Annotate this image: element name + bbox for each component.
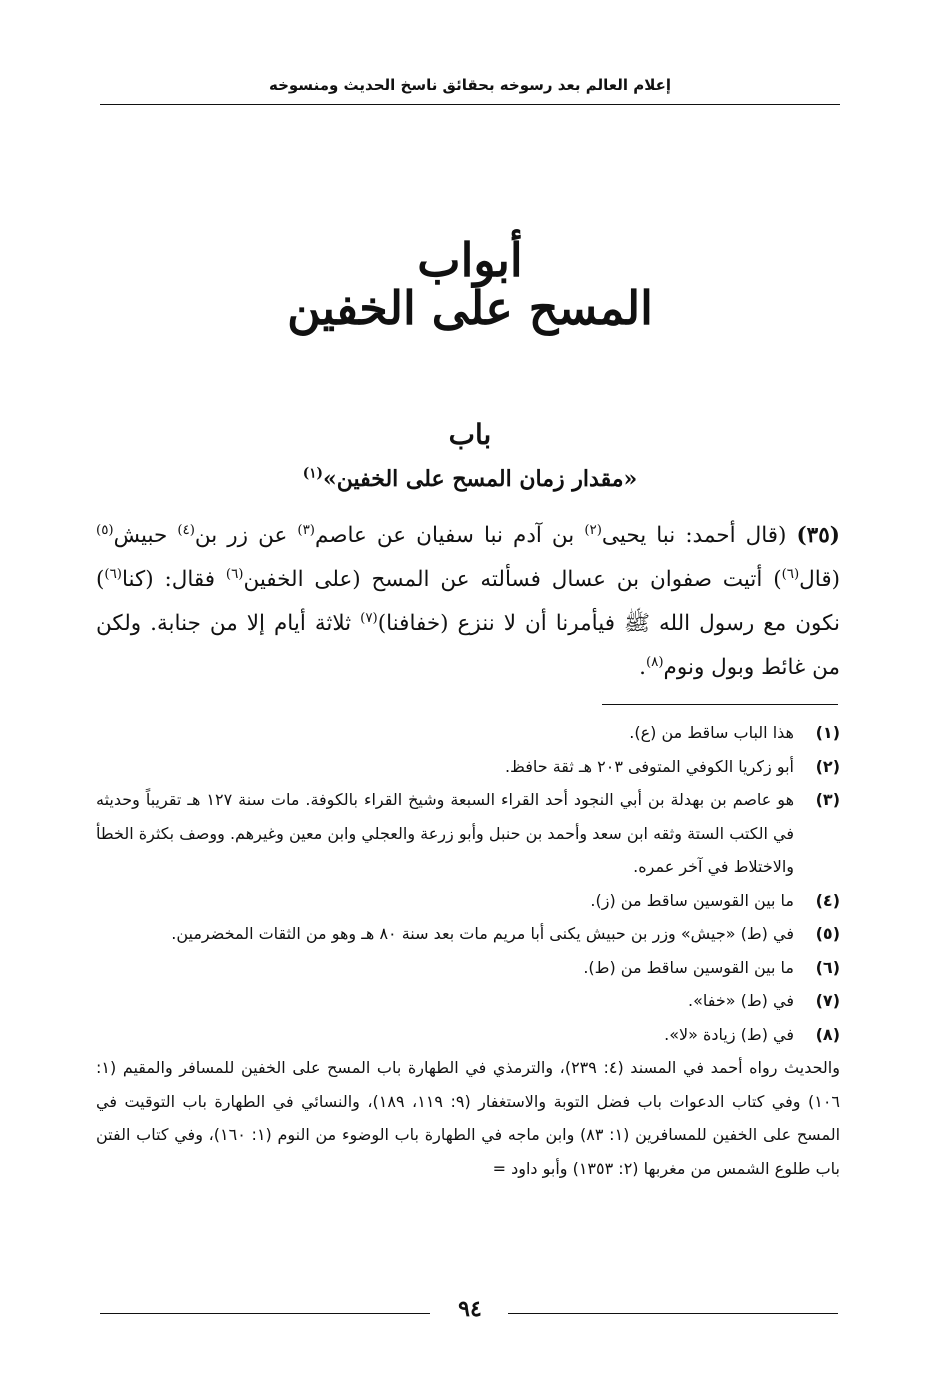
footnote-marker: (٨) — [645, 654, 664, 670]
footnote-text: ما بين القوسين ساقط من (ط). — [583, 957, 794, 977]
footnote-item — [96, 884, 840, 918]
chapter-title — [100, 233, 840, 336]
footnote-item — [96, 750, 840, 784]
footnote-item — [96, 984, 840, 1018]
hadith-segment: ثلاثة أيام إلا من جنابة. ولكن من غائط وبول ونوم — [96, 611, 840, 680]
hadith-segment: (قال — [799, 567, 841, 592]
section-title-text: «مقدار زمان المسح على الخفين» — [322, 466, 638, 492]
footnote-number: (١) — [815, 723, 840, 742]
footnote-marker: (٦) — [781, 566, 800, 582]
footnote-item — [96, 716, 840, 750]
footnote-marker: (٦) — [225, 566, 244, 582]
footnote-item — [96, 783, 840, 884]
hadith-segment: فقال: (كنا — [121, 567, 226, 592]
footnote-text: ما بين القوسين ساقط من (ز). — [590, 890, 794, 910]
chapter-title-line-2: المسح على الخفين — [287, 281, 653, 336]
footnote-number: (٧) — [815, 991, 840, 1010]
footnote-number: (٦) — [815, 957, 840, 977]
footnote-marker: (٢) — [584, 522, 602, 538]
footnote-text: هو عاصم بن بهدلة بن أبي النجود أحد القراء السبعة وشيخ القراء بالكوفة. مات سنة ١٢٧ هـ تقريباً وحديثه في الكتب الستة وثقه ابن سعد وأحمد بن حنبل وأبو زرعة والعجلي وابن معين وغيرهم. ووصف بكثرة الخطأ والاختلاط في آخر عمره. — [96, 790, 795, 876]
footnote-marker: (٦) — [104, 566, 122, 582]
footnote-item — [96, 951, 840, 985]
footnote-text: في (ط) «خفا». — [688, 991, 794, 1010]
footnote-number: (٨) — [815, 1024, 840, 1044]
hadith-segment: (قال أحمد: نبا يحيى — [601, 523, 797, 548]
footnote-number: (٣) — [815, 790, 840, 809]
page-number: ٩٤ — [458, 1296, 482, 1322]
footnote-rule — [602, 704, 838, 705]
footnote-text: في (ط) «جيش» وزر بن حبيش يكنى أبا مريم مات بعد سنة ٨٠ هـ وهو من الثقات المخضرمين. — [171, 924, 794, 943]
footnote-text: أبو زكريا الكوفي المتوفى ٢٠٣ هـ ثقة حافظ. — [504, 756, 794, 776]
footnote-marker: (٧) — [360, 610, 378, 626]
footnote-marker: (٥) — [96, 522, 114, 538]
footnote-text: في (ط) زيادة «لا». — [664, 1024, 794, 1044]
footnote-number: (٤) — [815, 890, 840, 910]
footnote-marker: (٤) — [177, 522, 195, 538]
hadith-segment: ) نكون مع رسول الله ﷺ فيأمرنا أن لا ننزع (خفافنا) — [96, 567, 840, 636]
footnotes — [96, 716, 840, 1185]
hadith-segment: حبيش — [113, 523, 178, 548]
hadith-number: (٣٥) — [796, 523, 840, 548]
hadith-segment: . — [639, 655, 646, 680]
hadith-segment: بن آدم نبا سفيان عن عاصم — [314, 523, 585, 548]
footer-rule-right — [508, 1313, 838, 1314]
hadith-segment: ) أتيت صفوان بن عسال فسألته عن المسح (على الخفين — [243, 567, 782, 592]
footnote-continuation: والحديث رواه أحمد في المسند (٤: ٢٣٩)، والترمذي في الطهارة باب المسح على الخفين للمسافر والمقيم (١: ١٠٦) وفي كتاب الدعوات باب فضل التوبة والاستغفار (٩: ١١٩، ١٨٩)، والنسائي في الطهارة باب التوقيت في المسح على الخفين للمسافرين (١: ٨٣) وابن ماجه في الطهارة باب الوضوء من النوم (١: ١٦٠)، وفي كتاب الفتن باب طلوع الشمس من مغربها (٢: ١٣٥٣) وأبو داود = — [96, 1058, 841, 1178]
footnote-item — [96, 1018, 840, 1052]
footnote-marker: (٣) — [297, 522, 315, 538]
running-head: إعلام العالم بعد رسوخه بحقائق ناسخ الحديث ومنسوخه — [269, 76, 671, 94]
footnote-number: (٥) — [815, 924, 840, 943]
section-label: باب — [448, 418, 492, 451]
footnote-item — [96, 917, 840, 951]
footnote-number: (٢) — [815, 756, 840, 776]
footnote-text: هذا الباب ساقط من (ع). — [629, 723, 794, 742]
footnote-marker: (١) — [302, 465, 323, 482]
chapter-title-line-1: أبواب — [417, 233, 523, 287]
section-title — [100, 466, 840, 492]
hadith-segment: عن زر بن — [194, 523, 298, 548]
header-rule — [100, 104, 840, 105]
hadith-text — [96, 514, 840, 690]
footer-rule-left — [100, 1313, 430, 1314]
